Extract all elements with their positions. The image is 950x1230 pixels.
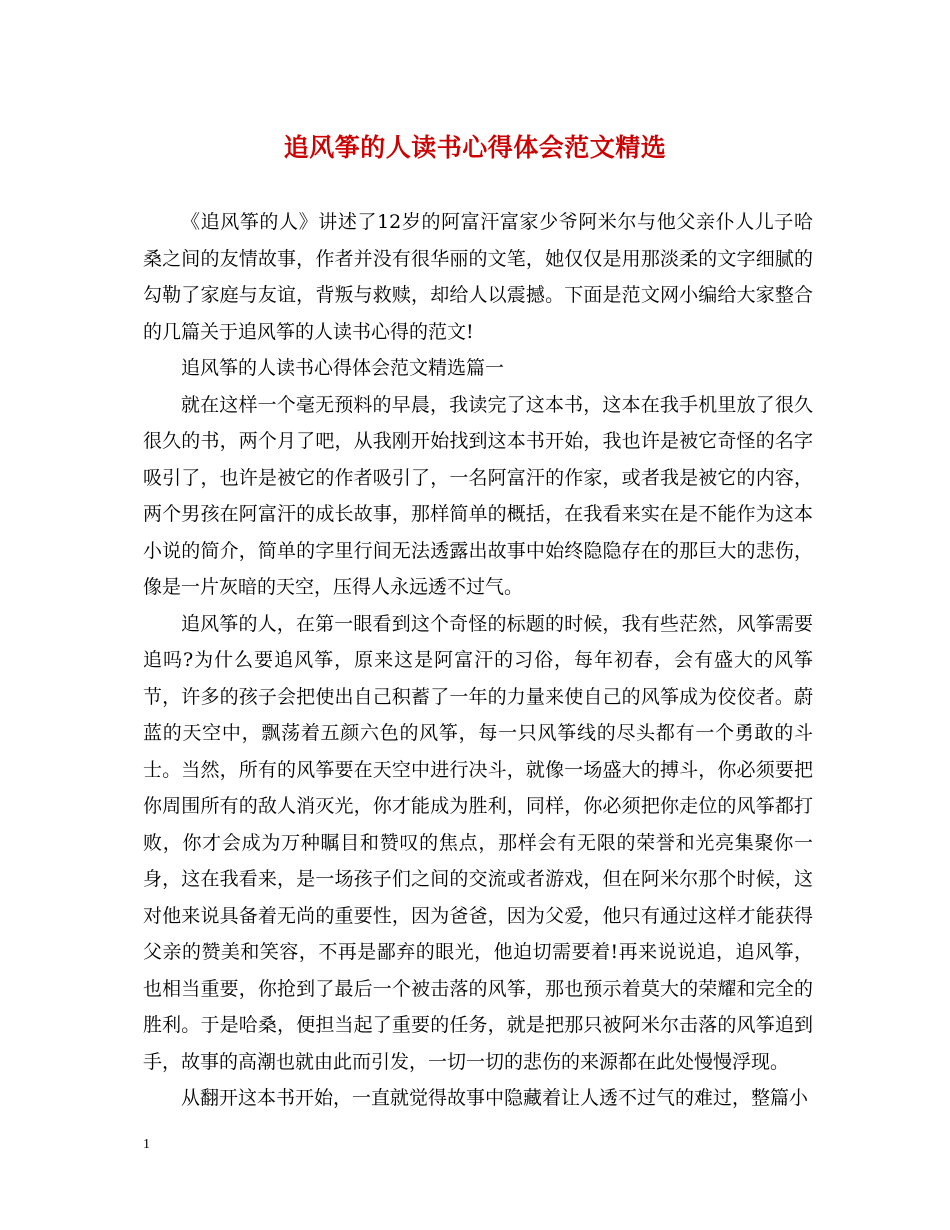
section-heading: 追风筝的人读书心得体会范文精选篇一 (181, 357, 505, 379)
paragraph-3: 从翻开这本书开始，一直就觉得故事中隐藏着让人透不过气的难过，整篇小 (181, 1087, 809, 1109)
document-title: 追风筝的人读书心得体会范文精选 (283, 133, 667, 162)
document-body (143, 204, 813, 1117)
paragraph-intro: 《追风筝的人》讲述了12岁的阿富汗富家少爷阿米尔与他父亲仆人儿子哈桑之间的友情故事，作者并没有很华丽的文笔，她仅仅是用那淡柔的文字细腻的勾勒了家庭与友谊，背叛与救赎，却给人以震撼。下面是范文网小编给大家整合的几篇关于追风筝的人读书心得的范文! (143, 211, 813, 343)
page-number: 1 (143, 1137, 150, 1152)
paragraph-1: 就在这样一个毫无预料的早晨，我读完了这本书，这本在我手机里放了很久很久的书，两个月了吧，从我刚开始找到这本书开始，我也许是被它奇怪的名字吸引了，也许是被它的作者吸引了，一名阿富汗的作家，或者我是被它的内容，两个男孩在阿富汗的成长故事，那样简单的概括，在我看来实在是不能作为这本小说的简介，简单的字里行间无法透露出故事中始终隐隐存在的那巨大的悲伤，像是一片灰暗的天空，压得人永远透不过气。 (143, 393, 813, 598)
paragraph-2: 追风筝的人，在第一眼看到这个奇怪的标题的时候，我有些茫然，风筝需要追吗?为什么要追风筝，原来这是阿富汗的习俗，每年初春，会有盛大的风筝节，许多的孩子会把使出自己积蓄了一年的力量来使自己的风筝成为佼佼者。蔚蓝的天空中，飘荡着五颜六色的风筝，每一只风筝线的尽头都有一个勇敢的斗士。当然，所有的风筝要在天空中进行决斗，就像一场盛大的搏斗，你必须要把你周围所有的敌人消灭光，你才能成为胜利，同样，你必须把你走位的风筝都打败，你才会成为万种瞩目和赞叹的焦点，那样会有无限的荣誉和光亮集聚你一身，这在我看来，是一场孩子们之间的交流或者游戏，但在阿米尔那个时候，这对他来说具备着无尚的重要性，因为爸爸，因为父爱，他只有通过这样才能获得父亲的赞美和笑容，不再是鄙弃的眼光，他迫切需要着!再来说说追，追风筝，也相当重要，你抢到了最后一个被击落的风筝，那也预示着莫大的荣耀和完全的胜利。于是哈桑，便担当起了重要的任务，就是把那只被阿米尔击落的风筝追到手，故事的高潮也就由此而引发，一切一切的悲伤的来源都在此处慢慢浮现。 (143, 612, 813, 1073)
